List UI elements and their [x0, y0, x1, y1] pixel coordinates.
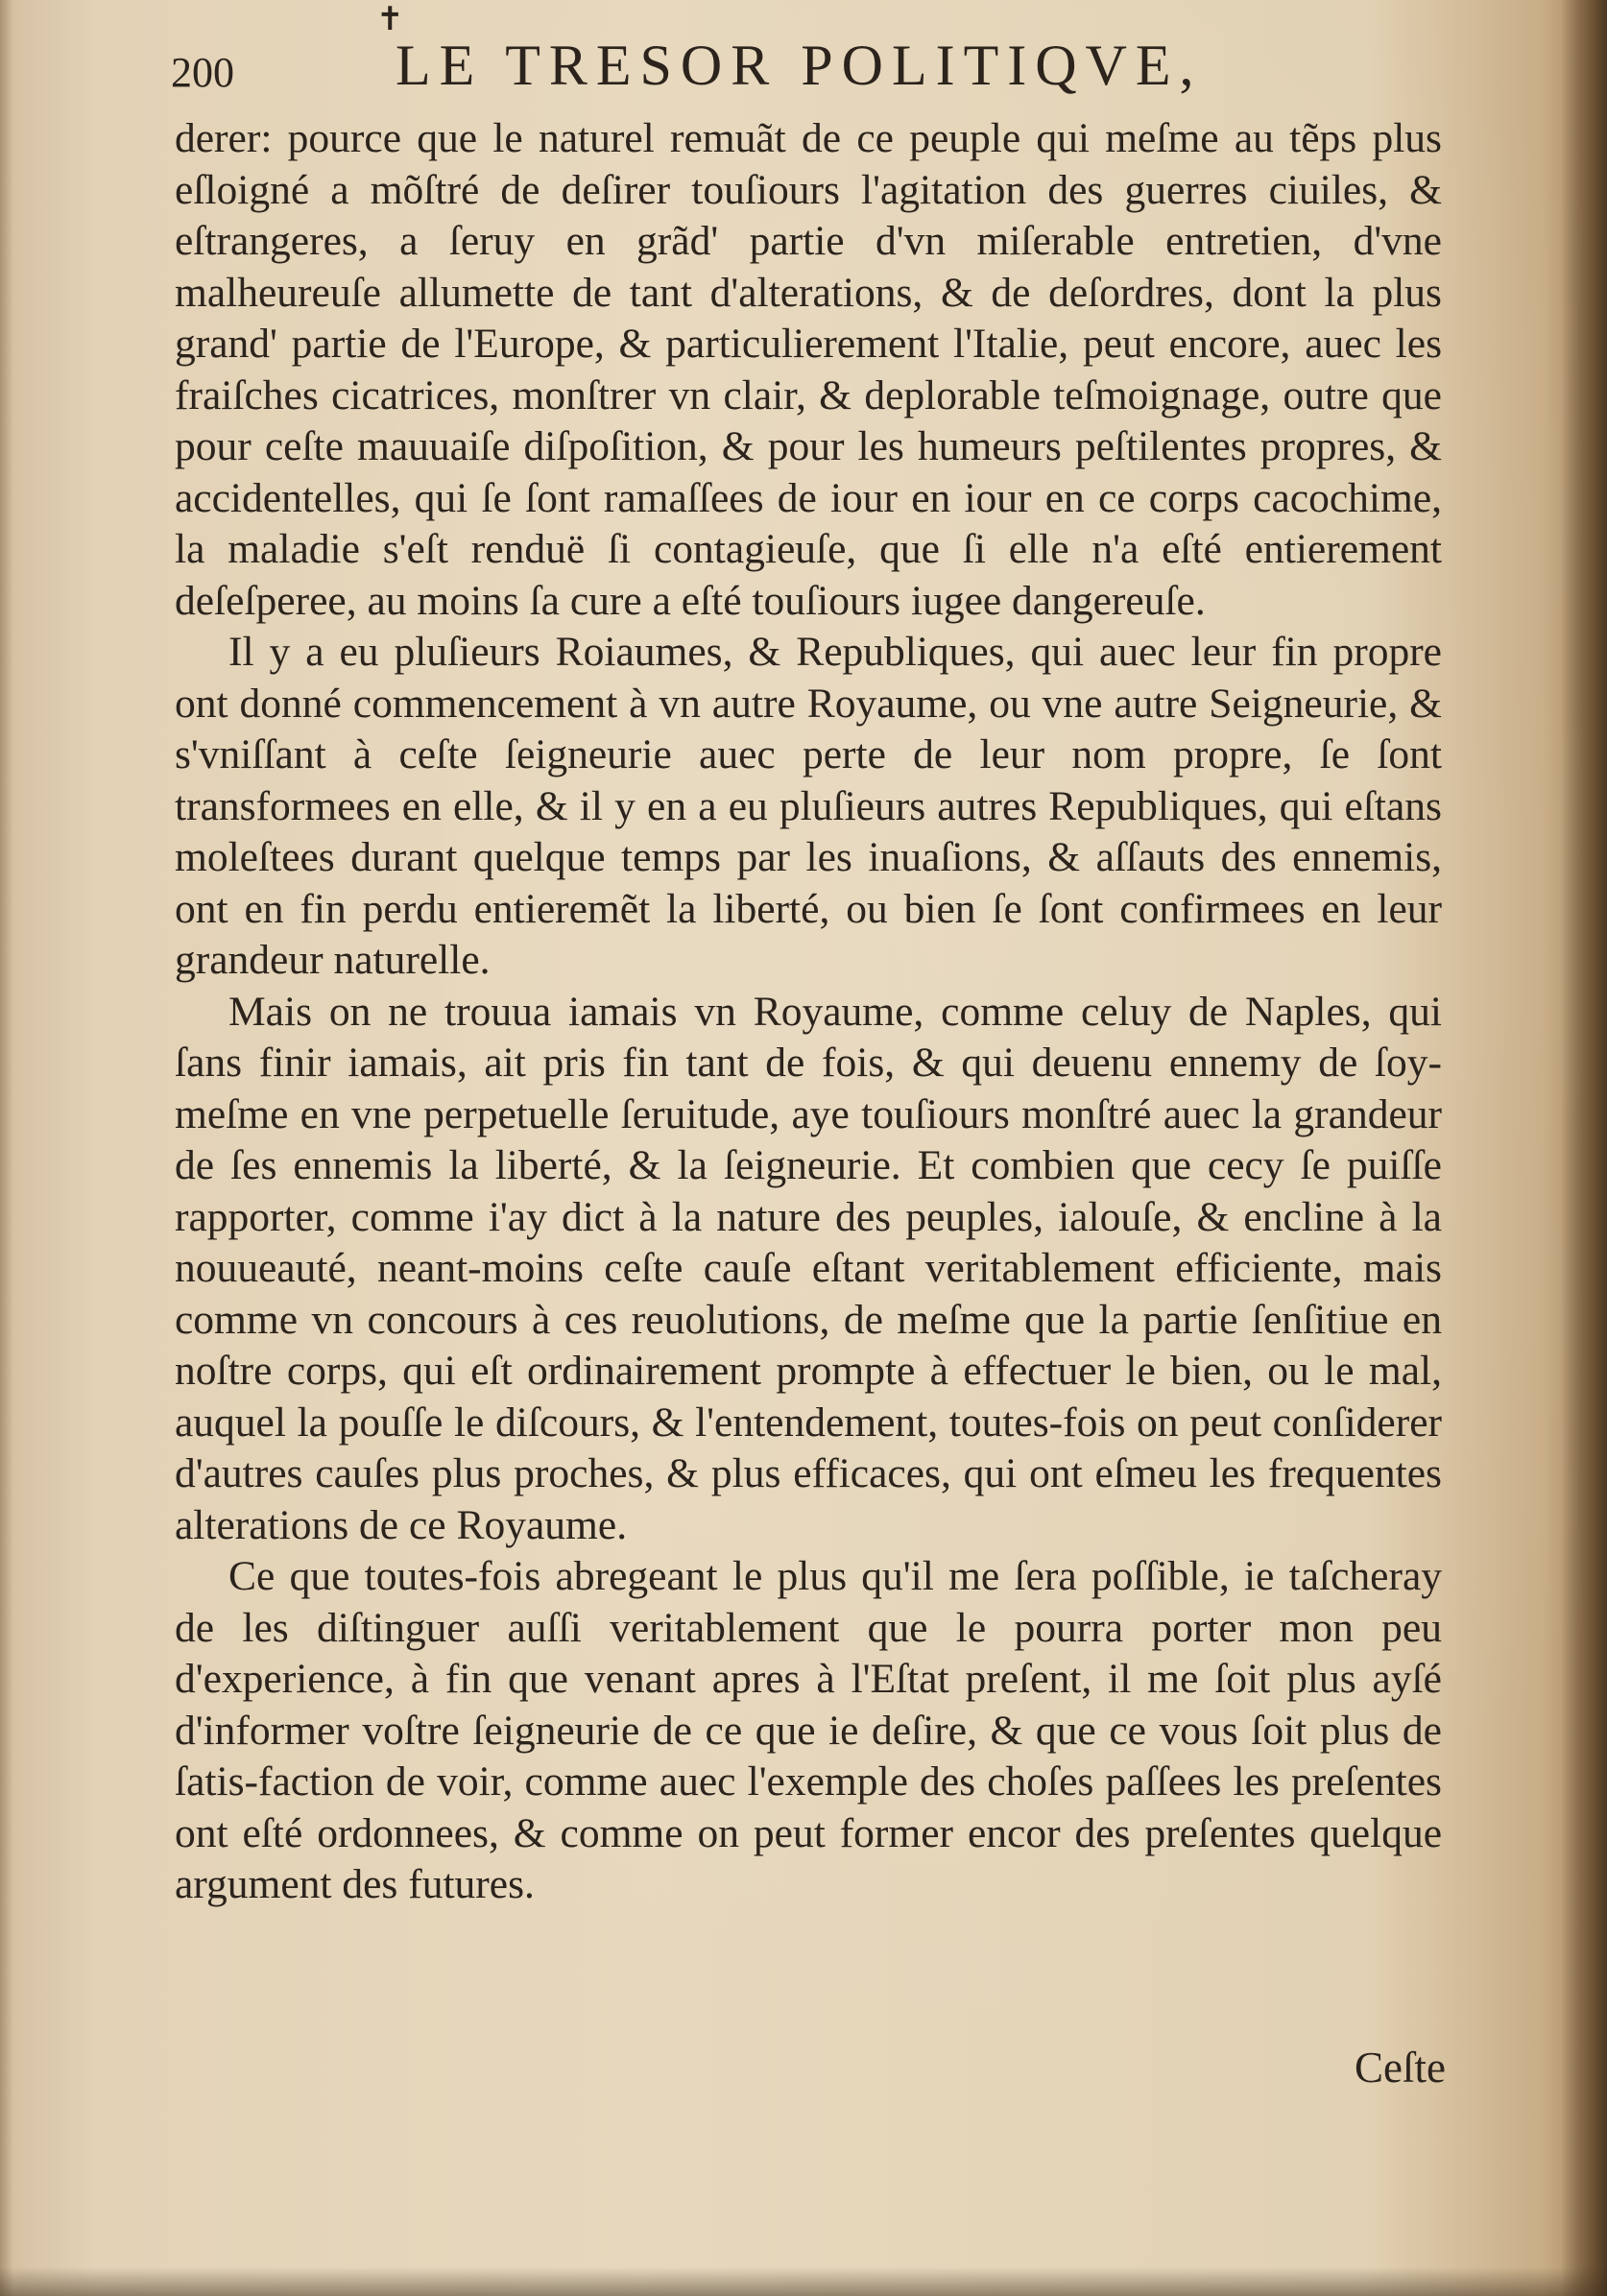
paragraph: Ce que toutes-fois abregeant le plus qu'il me ſera poſſible, ie taſcheray de les diſtinguer auſſi veritablement que le pourra porter mon peu d'experience, à fin que venant apres à l'Eſtat preſent, il me ſoit plus ayſé d'informer voſtre ſeigneurie de ce que ie deſire, & que ce vous ſoit plus de ſatis-faction de voir, comme auec l'exemple des choſes paſſees les preſentes ont eſté ordonnees, & comme on peut former encor des preſentes quelque argument des futures. — [175, 1553, 1442, 1907]
page-left-gutter — [0, 0, 13, 2296]
catchword: Ceſte — [1355, 2044, 1446, 2092]
printer-ornament-mark: ✝ — [376, 0, 404, 38]
page-header — [165, 33, 1451, 109]
page-number: 200 — [171, 49, 234, 96]
paragraph-continuation: derer: pource que le naturel remuãt de ce peuple qui meſme au tẽps plus eſloigné a mõſtré de deſirer touſiours l'agitation des guerres ciuiles, & eſtrangeres, a ſeruy en grãd' partie d'vn miſerable entretien, d'vne malheureuſe allumette de tant d'alterations, & de deſordres, dont la plus grand' partie de l'Europe, & particulierement l'Italie, peut encore, auec les fraiſches cicatrices, monſtrer vn clair, & deplorable teſmoignage, outre que pour ceſte mauuaiſe diſpoſition, & pour les humeurs peſtilentes propres, & accidentelles, qui ſe ſont ramaſſees de iour en iour en ce corps cacochime, la maladie s'eſt renduë ſi contagieuſe, que ſi elle n'a eſté entierement deſeſperee, au moins ſa cure a eſté touſiours iugee dangereuſe. — [175, 115, 1442, 624]
page-right-edge-shadow — [1561, 0, 1607, 2296]
running-title: LE TRESOR POLITIQVE, — [396, 34, 1203, 97]
paragraph: Mais on ne trouua iamais vn Royaume, comme celuy de Naples, qui ſans finir iamais, ait pris fin tant de fois, & qui deuenu ennemy de ſoy-meſme en vne perpetuelle ſeruitude, aye touſiours monſtré auec la grandeur de ſes ennemis la liberté, & la ſeigneurie. Et combien que cecy ſe puiſſe rapporter, comme i'ay dict à la nature des peuples, ialouſe, & encline à la nouueauté, neant-moins ceſte cauſe eſtant veritablement efficiente, mais comme vn concours à ces reuolutions, de meſme que la partie ſenſitiue en noſtre corps, qui eſt ordinairement prompte à effectuer le bien, ou le mal, auquel la pouſſe le diſcours, & l'entendement, toutes-fois on peut conſiderer d'autres cauſes plus proches, & plus efficaces, qui ont eſmeu les frequentes alterations de ce Royaume. — [175, 988, 1442, 1548]
paragraph: Il y a eu pluſieurs Roiaumes, & Republiques, qui auec leur fin propre ont donné commencement à vn autre Royaume, ou vne autre Seigneurie, & s'vniſſant à ceſte ſeigneurie auec perte de leur nom propre, ſe ſont transformees en elle, & il y en a eu pluſieurs autres Republiques, qui eſtans moleſtees durant quelque temps par les inuaſions, & aſſauts des ennemis, ont en fin perdu entieremẽt la liberté, ou bien ſe ſont confirmees en leur grandeur naturelle. — [175, 629, 1442, 983]
body-text — [175, 113, 1442, 1911]
page-bottom-shadow — [0, 2267, 1607, 2296]
